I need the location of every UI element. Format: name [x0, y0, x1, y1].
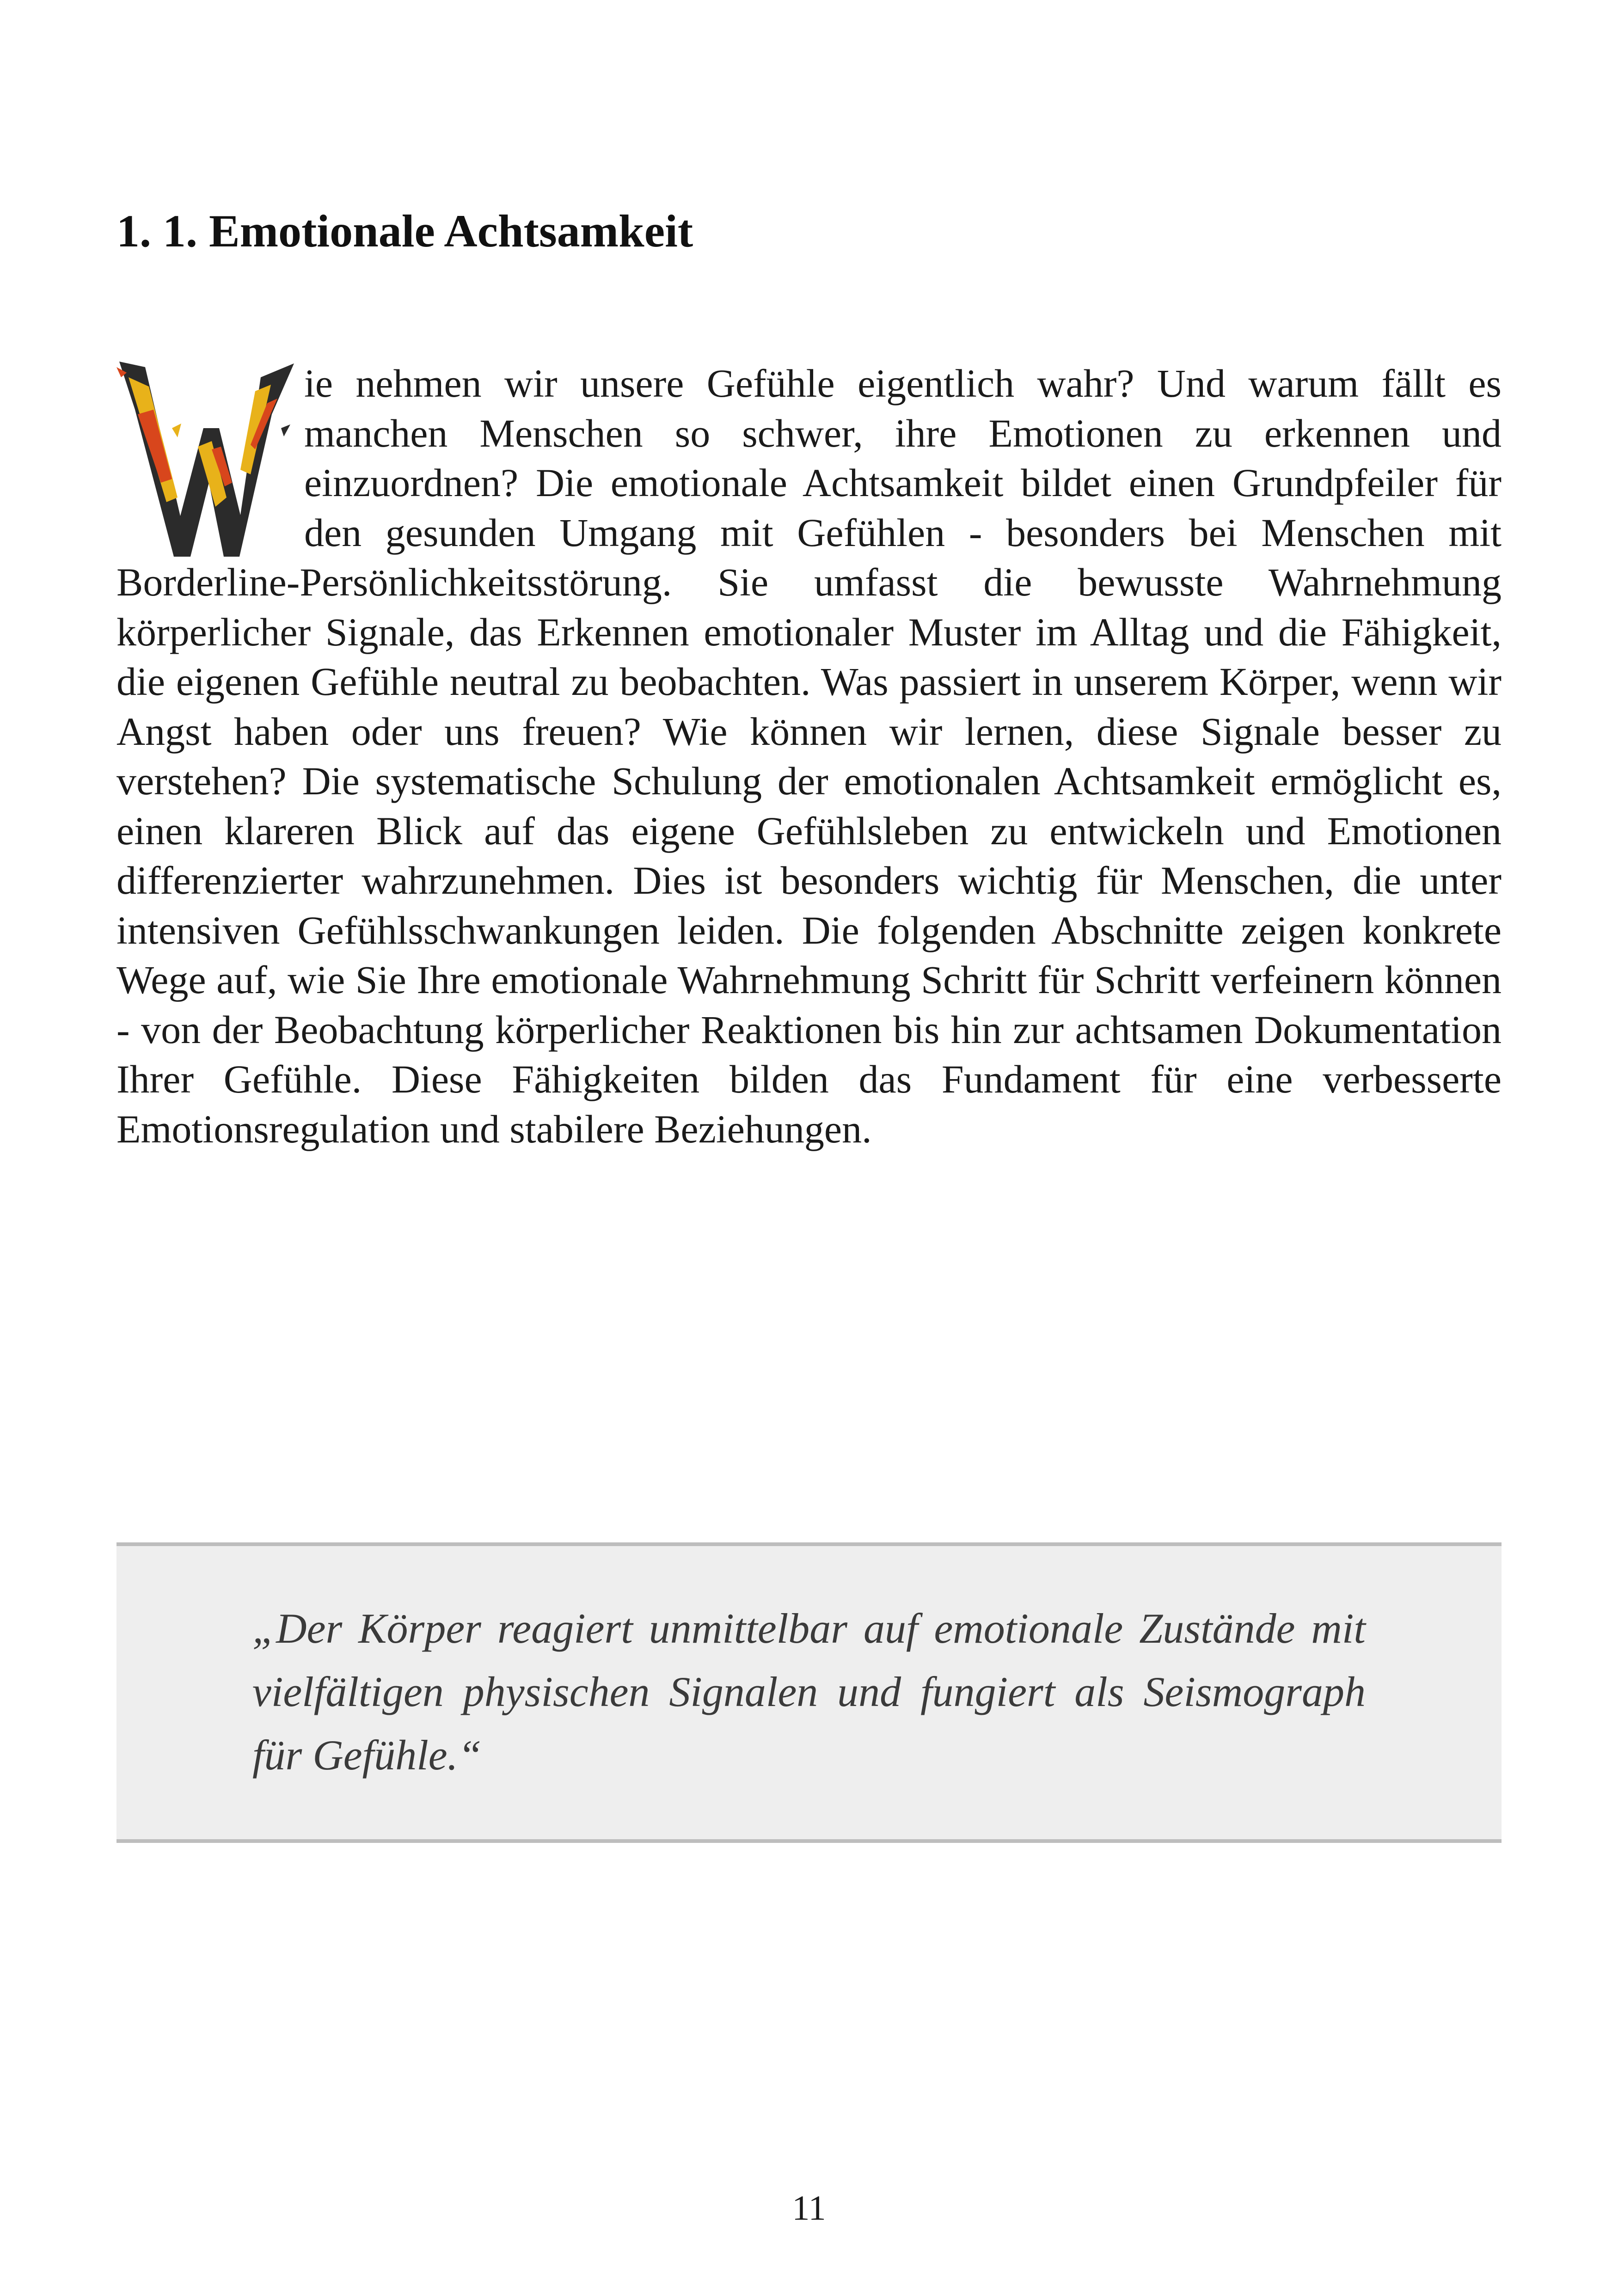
page-number: 11: [792, 2189, 826, 2228]
body-paragraph: [116, 359, 1502, 1154]
decorative-dropcap-w: [116, 359, 297, 558]
quote-box: [116, 1542, 1502, 1843]
body-paragraph-text: ie nehmen wir unsere Gefühle eigentlich wahr? Und warum fällt es manchen Menschen so schwer, ihre Emotionen zu erkennen und einzuordnen? Die emotionale Achtsamkeit bildet einen Grundpfeiler für den gesunden Umgang mit Gefühlen - besonders bei Menschen mit Borderline-Persönlichkeitsstörung. Sie umfasst die bewusste Wahrnehmung körperlicher Signale, das Erkennen emotionaler Muster im Alltag und die Fähigkeit, die eigenen Gefühle neutral zu beobachten. Was passiert in unserem Körper, wenn wir Angst haben oder uns freuen? Wie können wir lernen, diese Signale besser zu verstehen? Die systematische Schulung der emotionalen Achtsamkeit ermöglicht es, einen klareren Blick auf das eigene Gefühlsleben zu entwickeln und Emotionen differenzierter wahrzunehmen. Dies ist besonders wichtig für Menschen, die unter intensiven Gefühlsschwankungen leiden. Die folgenden Abschnitte zeigen konkrete Wege auf, wie Sie Ihre emotionale Wahrnehmung Schritt für Schritt verfeinern können - von der Beobachtung körperlicher Reaktionen bis hin zur achtsamen Dokumentation Ihrer Gefühle. Diese Fähigkeiten bilden das Fundament für eine verbesserte Emotionsregulation und stabilere Beziehungen.: [116, 361, 1502, 1151]
dropcap-w-graphic: [116, 359, 297, 558]
quote-text: „Der Körper reagiert unmittelbar auf emotionale Zustände mit vielfältigen physischen Signalen und fungiert als Seismograph für Gefühle.“: [252, 1605, 1366, 1779]
section-heading: 1. 1. Emotionale Achtsamkeit: [116, 205, 693, 257]
